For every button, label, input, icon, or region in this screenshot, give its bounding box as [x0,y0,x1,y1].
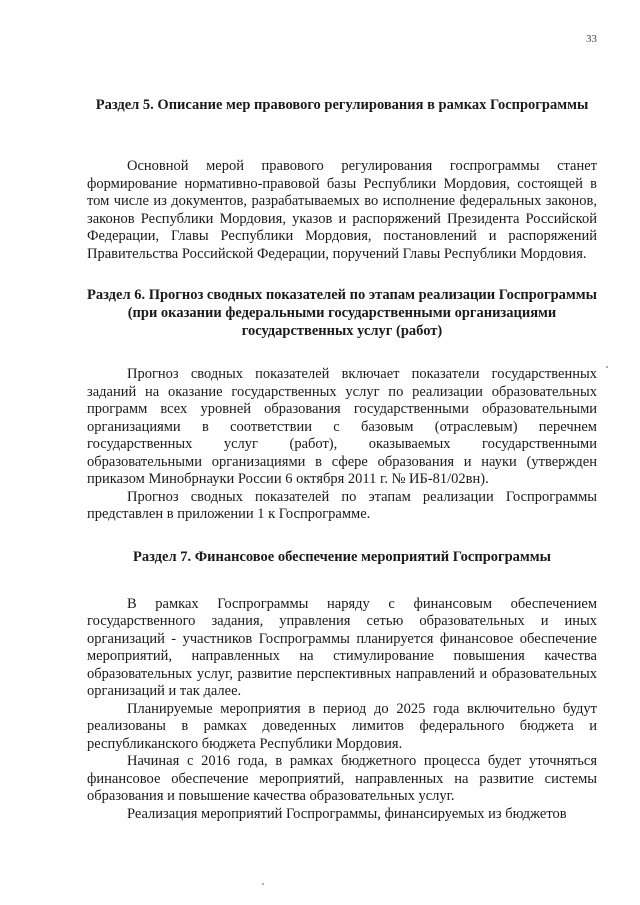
section-5-body [87,158,597,263]
section-6-paragraph: Прогноз сводных показателей включает показатели государственных заданий на оказание государственных услуг по реализации образовательных программ всех уровней образования государственными образовательными организациями в соответствии с базовым (отраслевым) перечнем государственных услуг (работ), оказываемых государственными образовательными организациями в сфере образования и науки (утвержден приказом Минобрнауки России 6 октября 2011 г. № ИБ-81/02вн). [87,366,597,487]
page-content [87,96,597,823]
section-7-paragraph: Начиная с 2016 года, в рамках бюджетного процесса будет уточняться финансовое обеспечение мероприятий, направленных на развитие системы образования и повышение качества образовательных услуг. [87,753,597,804]
section-7-title: Раздел 7. Финансовое обеспечение мероприятий Госпрограммы [133,548,551,565]
section-6-title: Раздел 6. Прогноз сводных показателей по этапам реализации Госпрограммы (при оказании федеральными государственными организациями государственных услуг (работ) [87,287,597,339]
scan-speck [606,366,608,368]
section-5-paragraph: Основной мерой правового регулирования госпрограммы станет формирование нормативно-правовой базы Республики Мордовия, состоящей в том числе из документов, разрабатываемых во исполнение федеральных законов, законов Республики Мордовия, указов и распоряжений Президента Российской Федерации, Главы Республики Мордовия, постановлений и распоряжений Правительства Российской Федерации, поручений Главы Республики Мордовия. [87,158,597,262]
scan-speck [262,883,264,885]
page-number: 33 [586,33,597,45]
section-7-paragraph: Планируемые мероприятия в период до 2025 года включительно будут реализованы в рамках доведенных лимитов федерального бюджета и республиканского бюджета Республики Мордовия. [87,700,597,752]
section-6-body [87,366,597,524]
section-7-paragraph: Реализация мероприятий Госпрограммы, финансируемых из бюджетов [127,805,567,822]
section-6-paragraph: Прогноз сводных показателей по этапам реализации Госпрограммы представлен в приложении 1 к Госпрограмме. [87,488,597,522]
section-5-title: Раздел 5. Описание мер правового регулирования в рамках Госпрограммы [95,97,589,113]
section-7-paragraph: В рамках Госпрограммы наряду с финансовым обеспечением государственного задания, управления сетью образовательных и иных организаций - участников Госпрограммы планируется финансовое обеспечение мероприятий, направленных на стимулирование повышения качества образовательных услуг, развитие перспективных направлений и образовательных организаций и так далее. [87,595,597,699]
section-7-body [87,596,597,824]
